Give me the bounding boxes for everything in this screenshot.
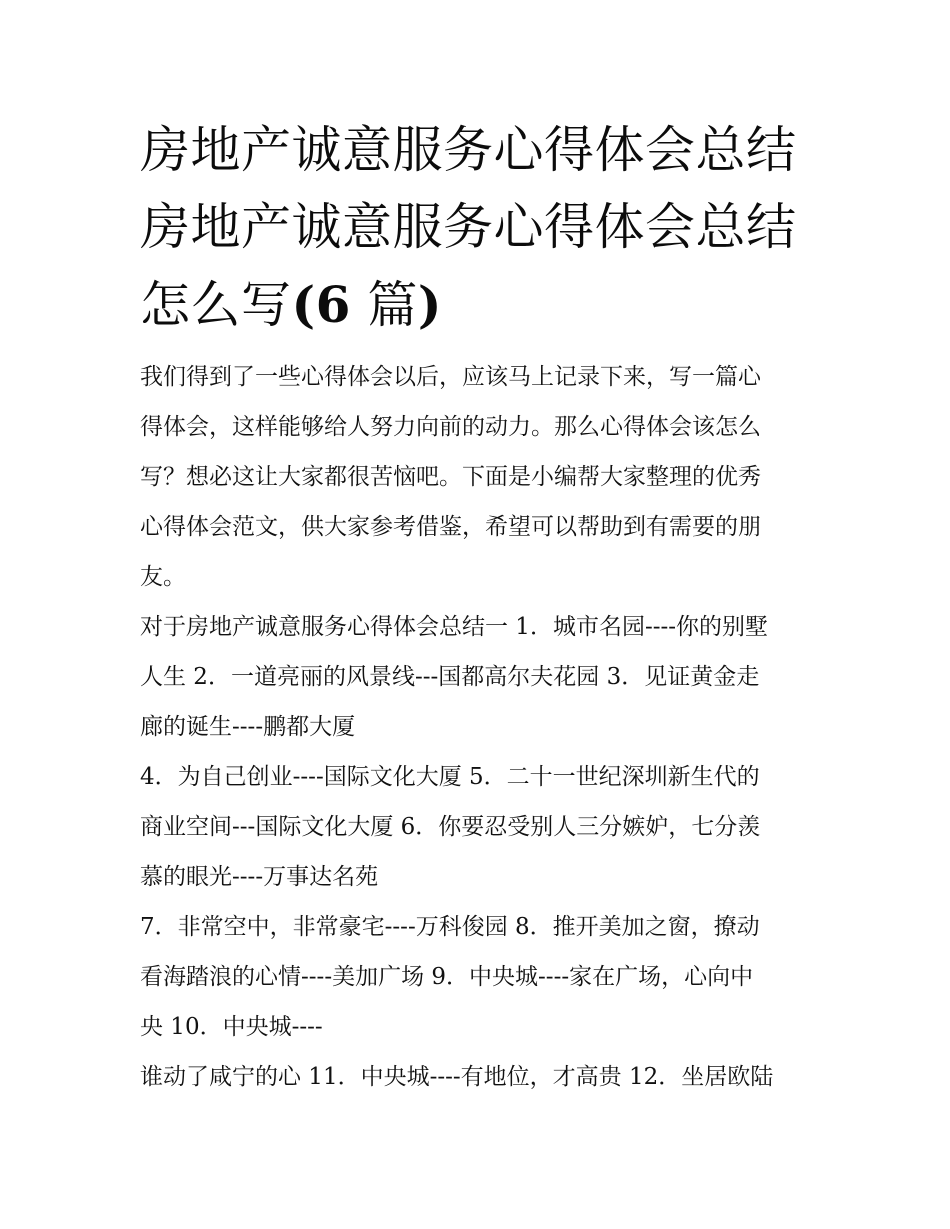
text-line: 谁动了咸宁的心 11．中央城----有地位，才高贵 12．坐居欧陆	[140, 1064, 774, 1090]
slogan-paragraph	[140, 602, 820, 752]
text-line: 友。	[140, 564, 186, 590]
text-line: 我们得到了一些心得体会以后，应该马上记录下来，写一篇心	[140, 364, 761, 390]
title-count-close: )	[417, 275, 443, 334]
title-count-unit: 篇	[350, 276, 418, 334]
text-line: 7．非常空中，非常豪宅----万科俊园 8．推开美加之窗，撩动	[140, 914, 760, 940]
text-line: 慕的眼光----万事达名苑	[140, 864, 379, 890]
text-line: 人生 2．一道亮丽的风景线---国都高尔夫花园 3．见证黄金走	[140, 664, 760, 690]
text-line: 商业空间---国际文化大厦 6．你要忍受别人三分嫉妒，七分羡	[140, 814, 761, 840]
title-text: 怎么写	[140, 276, 292, 334]
text-line: 央 10．中央城----	[140, 1014, 323, 1040]
text-line: 廊的诞生----鹏都大厦	[140, 714, 356, 740]
text-line: 心得体会范文，供大家参考借鉴，希望可以帮助到有需要的朋	[140, 514, 761, 540]
text-line: 得体会，这样能够给人努力向前的动力。那么心得体会该怎么	[140, 414, 761, 440]
title-line	[140, 266, 820, 344]
title-line: 房地产诚意服务心得体会总结	[140, 121, 797, 179]
document-title	[140, 112, 820, 344]
text-line: 看海踏浪的心情----美加广场 9．中央城----家在广场，心向中	[140, 964, 754, 990]
document-page	[140, 112, 820, 1102]
text-line: 4．为自己创业----国际文化大厦 5．二十一世纪深圳新生代的	[140, 764, 760, 790]
text-line: 对于房地产诚意服务心得体会总结一 1．城市名园----你的别墅	[140, 614, 769, 640]
slogan-paragraph	[140, 902, 820, 1052]
title-line: 房地产诚意服务心得体会总结	[140, 198, 797, 256]
intro-paragraph	[140, 352, 820, 602]
slogan-paragraph	[140, 752, 820, 902]
text-line: 写？想必这让大家都很苦恼吧。下面是小编帮大家整理的优秀	[140, 464, 761, 490]
slogan-paragraph	[140, 1052, 820, 1102]
title-count-bold: (6	[291, 275, 351, 334]
